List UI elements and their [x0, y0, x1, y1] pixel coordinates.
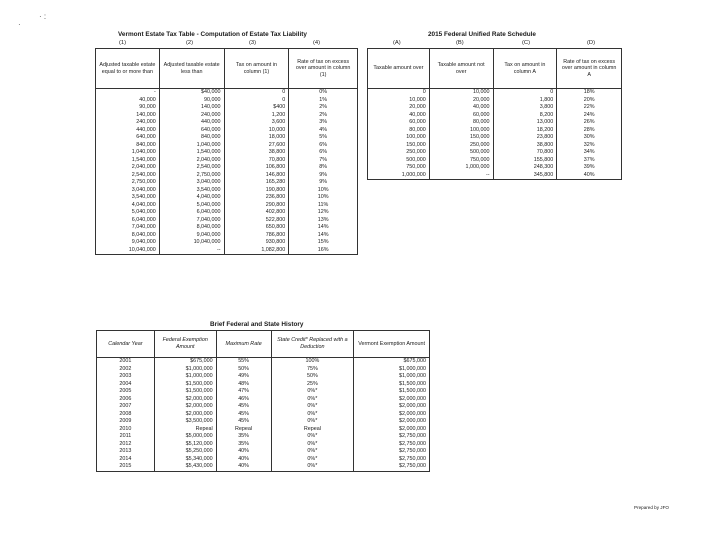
vt-table-cell: 140,000 — [159, 104, 224, 112]
vt-table-cell: 9,040,000 — [159, 232, 224, 240]
fed-table-cell: 250,000 — [429, 142, 493, 150]
history-table-cell: Repeal — [154, 426, 216, 434]
fed-table-row — [368, 104, 622, 112]
history-table-cell: $2,750,000 — [354, 463, 430, 471]
vt-table-cell: 8% — [289, 164, 358, 172]
history-table-body — [97, 358, 430, 472]
history-header-federal-exemption: Federal Exemption Amount — [154, 331, 216, 358]
vt-table-cell: 3,040,000 — [96, 187, 160, 195]
vt-table-cell: 1,200 — [224, 112, 289, 120]
history-table-cell: 75% — [271, 366, 354, 374]
fed-colnum-d: (D) — [587, 40, 596, 46]
history-header-year: Calendar Year — [97, 331, 155, 358]
history-table-cell: $2,000,000 — [154, 396, 216, 404]
history-table-cell: $3,500,000 — [154, 418, 216, 426]
vt-table-row — [96, 239, 358, 247]
history-table-cell: Repeal — [271, 426, 354, 434]
fed-table-cell: 24% — [557, 112, 622, 120]
fed-table-row — [368, 134, 622, 142]
history-table-row — [97, 456, 430, 464]
vt-table-row — [96, 134, 358, 142]
vt-colnum-2: (2) — [186, 40, 194, 46]
fed-table-cell: 0 — [368, 89, 430, 97]
vt-table-cell: 2,750,000 — [159, 172, 224, 180]
history-table-cell: 2011 — [97, 433, 155, 441]
history-table-cell: $1,500,000 — [154, 388, 216, 396]
history-table-cell: 2008 — [97, 411, 155, 419]
history-table-cell: $2,750,000 — [354, 441, 430, 449]
scan-speck-dots: · : — [39, 12, 47, 21]
fed-table-cell: 22% — [557, 104, 622, 112]
fed-table-cell: 0 — [493, 89, 557, 97]
vt-table-cell: 12% — [289, 209, 358, 217]
vt-table-cell: 27,600 — [224, 142, 289, 150]
vt-table-cell: 240,000 — [96, 119, 160, 127]
history-table-title: Brief Federal and State History — [210, 321, 304, 328]
vt-table-row — [96, 217, 358, 225]
history-table-row — [97, 441, 430, 449]
vt-table-cell: 650,800 — [224, 224, 289, 232]
vt-table-cell: 106,800 — [224, 164, 289, 172]
vt-table-cell: 2% — [289, 104, 358, 112]
vt-table-cell: 1,040,000 — [96, 149, 160, 157]
fed-table-cell: 20,000 — [368, 104, 430, 112]
history-table-cell: 55% — [216, 358, 271, 366]
history-table-cell: $2,750,000 — [354, 448, 430, 456]
history-table-cell: 0%* — [271, 433, 354, 441]
history-table-row — [97, 381, 430, 389]
scan-speck-mark: · — [18, 20, 21, 29]
federal-state-history-table — [96, 330, 430, 472]
vt-table-cell: 9,040,000 — [96, 239, 160, 247]
fed-table-cell: 37% — [557, 157, 622, 165]
vt-table-cell: 0% — [289, 89, 358, 97]
history-table-cell: 2010 — [97, 426, 155, 434]
fed-table-cell: 40% — [557, 172, 622, 180]
vt-table-cell: 2,040,000 — [96, 164, 160, 172]
fed-table-cell: 34% — [557, 149, 622, 157]
history-table-cell: $1,500,000 — [154, 381, 216, 389]
history-table-cell: $2,000,000 — [354, 426, 430, 434]
vt-header-col2: Adjusted taxable estate less than — [159, 49, 224, 89]
vt-table-cell: 3,540,000 — [159, 187, 224, 195]
history-table-cell: 45% — [216, 418, 271, 426]
fed-table-row — [368, 157, 622, 165]
fed-colnum-a: (A) — [393, 40, 401, 46]
vt-table-cell: 0 — [224, 89, 289, 97]
vt-header-col4: Rate of tax on excess over amount in column (1) — [289, 49, 358, 89]
vt-table-row — [96, 112, 358, 120]
vt-colnum-4: (4) — [313, 40, 321, 46]
vt-table-cell: 13% — [289, 217, 358, 225]
fed-table-cell: 80,000 — [368, 127, 430, 135]
fed-table-cell: 40,000 — [368, 112, 430, 120]
history-table-cell: 0%* — [271, 388, 354, 396]
fed-table-cell: 60,000 — [368, 119, 430, 127]
history-table-cell: 2004 — [97, 381, 155, 389]
vt-table-cell: 0 — [224, 97, 289, 105]
fed-table-cell: 70,800 — [493, 149, 557, 157]
vt-table-cell: 9% — [289, 179, 358, 187]
vt-table-cell: 402,800 — [224, 209, 289, 217]
vt-table-cell: 640,000 — [159, 127, 224, 135]
history-table-cell: 35% — [216, 441, 271, 449]
fed-table-cell: 155,800 — [493, 157, 557, 165]
vt-table-cell: 4,040,000 — [96, 202, 160, 210]
fed-table-cell: 750,000 — [368, 164, 430, 172]
vt-table-cell: 2,540,000 — [96, 172, 160, 180]
history-table-cell: 2006 — [97, 396, 155, 404]
vt-table-cell: 7,040,000 — [159, 217, 224, 225]
vt-table-cell: 5% — [289, 134, 358, 142]
history-table-cell: $2,000,000 — [354, 411, 430, 419]
history-table-row — [97, 366, 430, 374]
fed-table-cell: 23,800 — [493, 134, 557, 142]
vt-table-cell: 5,040,000 — [159, 202, 224, 210]
fed-table-row — [368, 89, 622, 97]
history-table-cell: 48% — [216, 381, 271, 389]
history-table-cell: $1,500,000 — [354, 388, 430, 396]
history-table-row — [97, 396, 430, 404]
history-table-cell: 49% — [216, 373, 271, 381]
history-table-row — [97, 426, 430, 434]
vt-table-cell: 3,600 — [224, 119, 289, 127]
fed-header-col-a: Taxable amount over — [368, 49, 430, 89]
vt-table-cell: 290,800 — [224, 202, 289, 210]
fed-table-row — [368, 172, 622, 180]
fed-table-cell: 28% — [557, 127, 622, 135]
fed-table-cell: 500,000 — [429, 149, 493, 157]
vt-table-row — [96, 149, 358, 157]
history-table-cell: 45% — [216, 411, 271, 419]
vt-table-cell: $40,000 — [159, 89, 224, 97]
history-table-row — [97, 358, 430, 366]
vt-table-row — [96, 179, 358, 187]
history-header-max-rate: Maximum Rate — [216, 331, 271, 358]
vt-table-cell: 6,040,000 — [96, 217, 160, 225]
fed-table-cell: 30% — [557, 134, 622, 142]
history-table-row — [97, 373, 430, 381]
federal-rate-schedule-table — [367, 48, 622, 180]
vt-table-cell: 930,800 — [224, 239, 289, 247]
vt-table-cell: 11% — [289, 202, 358, 210]
history-table-cell: $2,000,000 — [354, 418, 430, 426]
vt-table-cell: 14% — [289, 224, 358, 232]
vt-table-body — [96, 89, 358, 255]
fed-table-cell: 345,800 — [493, 172, 557, 180]
vt-table-row — [96, 202, 358, 210]
history-table-cell: 0%* — [271, 463, 354, 471]
history-table-cell: 45% — [216, 403, 271, 411]
history-table-cell: $675,000 — [154, 358, 216, 366]
vt-table-cell: 3% — [289, 119, 358, 127]
history-table-cell: 2003 — [97, 373, 155, 381]
vt-table-cell: 3,540,000 — [96, 194, 160, 202]
fed-table-cell: 10,000 — [429, 89, 493, 97]
history-table-cell: $2,000,000 — [354, 396, 430, 404]
vt-table-row — [96, 157, 358, 165]
vt-table-row — [96, 119, 358, 127]
history-table-cell: 35% — [216, 433, 271, 441]
fed-table-body — [368, 89, 622, 180]
vt-table-cell: 14% — [289, 232, 358, 240]
history-table-cell: $2,000,000 — [154, 403, 216, 411]
vt-table-cell: 6% — [289, 149, 358, 157]
history-table-cell: 2005 — [97, 388, 155, 396]
fed-table-cell: 750,000 — [429, 157, 493, 165]
history-table-cell: 40% — [216, 448, 271, 456]
history-table-cell: $5,340,000 — [154, 456, 216, 464]
vt-table-cell: 165,280 — [224, 179, 289, 187]
history-table-cell: 2009 — [97, 418, 155, 426]
vt-header-col3: Tax on amount in column (1) — [224, 49, 289, 89]
fed-table-cell: 13,000 — [493, 119, 557, 127]
fed-colnum-b: (B) — [456, 40, 464, 46]
vt-table-cell: 7% — [289, 157, 358, 165]
vt-table-cell: 1,540,000 — [96, 157, 160, 165]
history-table-cell: $1,000,000 — [154, 373, 216, 381]
history-table-cell: 2013 — [97, 448, 155, 456]
history-table-row — [97, 403, 430, 411]
vt-table-cell: 2,040,000 — [159, 157, 224, 165]
history-table-cell: 40% — [216, 463, 271, 471]
history-table-cell: $5,000,000 — [154, 433, 216, 441]
vt-table-row — [96, 247, 358, 255]
history-table-cell: 0%* — [271, 403, 354, 411]
history-table-cell: 50% — [216, 366, 271, 374]
fed-table-cell: 20% — [557, 97, 622, 105]
history-table-cell: 40% — [216, 456, 271, 464]
vt-table-cell: -- — [159, 247, 224, 255]
history-table-cell: $675,000 — [354, 358, 430, 366]
history-table-cell: 100% — [271, 358, 354, 366]
vt-table-cell: 10% — [289, 194, 358, 202]
vt-table-cell: 140,000 — [96, 112, 160, 120]
history-table-cell: 46% — [216, 396, 271, 404]
history-table-cell: 2014 — [97, 456, 155, 464]
history-header-vermont-exemption: Vermont Exemption Amount — [354, 331, 430, 358]
fed-table-cell: 10,000 — [368, 97, 430, 105]
history-table-cell: $5,120,000 — [154, 441, 216, 449]
history-table-cell: $2,750,000 — [354, 456, 430, 464]
vt-table-row — [96, 194, 358, 202]
fed-table-cell: 100,000 — [368, 134, 430, 142]
vt-table-cell: 1,540,000 — [159, 149, 224, 157]
vt-table-cell: 840,000 — [159, 134, 224, 142]
fed-table-cell: 8,200 — [493, 112, 557, 120]
fed-table-cell: 40,000 — [429, 104, 493, 112]
history-table-cell: $1,500,000 — [354, 381, 430, 389]
history-table-cell: 0%* — [271, 456, 354, 464]
fed-table-cell: 80,000 — [429, 119, 493, 127]
history-table-row — [97, 388, 430, 396]
vt-table-cell: - — [96, 89, 160, 97]
vt-table-cell: 90,000 — [159, 97, 224, 105]
history-table-cell: $1,000,000 — [354, 373, 430, 381]
fed-table-cell: 1,800 — [493, 97, 557, 105]
fed-table-cell: 248,300 — [493, 164, 557, 172]
fed-table-cell: 500,000 — [368, 157, 430, 165]
fed-table-cell: 60,000 — [429, 112, 493, 120]
history-table-cell: 0%* — [271, 448, 354, 456]
history-header-state-credit: State Credit* Replaced with a Deduction — [271, 331, 354, 358]
vt-table-cell: 40,000 — [96, 97, 160, 105]
fed-table-cell: 18,200 — [493, 127, 557, 135]
history-table-row — [97, 448, 430, 456]
vt-table-cell: 70,800 — [224, 157, 289, 165]
vt-table-cell: 16% — [289, 247, 358, 255]
vt-header-col1: Adjusted taxable estate equal to or more than — [96, 49, 160, 89]
vermont-table-title: Vermont Estate Tax Table - Computation of Estate Tax Liability — [118, 31, 307, 38]
history-table-cell: 0%* — [271, 411, 354, 419]
vt-table-cell: 4,040,000 — [159, 194, 224, 202]
history-table-cell: 0%* — [271, 396, 354, 404]
vt-table-cell: 190,800 — [224, 187, 289, 195]
fed-table-cell: 3,800 — [493, 104, 557, 112]
vt-table-cell: 1% — [289, 97, 358, 105]
vt-table-cell: 7,040,000 — [96, 224, 160, 232]
vt-table-cell: 440,000 — [96, 127, 160, 135]
history-table-cell: 2001 — [97, 358, 155, 366]
history-table-cell: 47% — [216, 388, 271, 396]
fed-header-col-c: Tax on amount in column A — [493, 49, 557, 89]
history-table-row — [97, 433, 430, 441]
vt-table-row — [96, 187, 358, 195]
history-table-cell: 2002 — [97, 366, 155, 374]
fed-table-cell: 1,000,000 — [429, 164, 493, 172]
vt-table-cell: 440,000 — [159, 119, 224, 127]
vt-table-row — [96, 104, 358, 112]
vt-table-cell: 10% — [289, 187, 358, 195]
vt-table-row — [96, 164, 358, 172]
fed-table-cell: 150,000 — [368, 142, 430, 150]
fed-table-row — [368, 119, 622, 127]
vt-table-cell: 5,040,000 — [96, 209, 160, 217]
fed-table-row — [368, 142, 622, 150]
history-table-row — [97, 411, 430, 419]
vt-table-cell: 18,000 — [224, 134, 289, 142]
vt-table-cell: 1,082,800 — [224, 247, 289, 255]
history-table-cell: $5,430,000 — [154, 463, 216, 471]
vt-table-cell: 2,540,000 — [159, 164, 224, 172]
fed-header-col-b: Taxable amount not over — [429, 49, 493, 89]
vt-table-cell: 522,800 — [224, 217, 289, 225]
vt-table-cell: 3,040,000 — [159, 179, 224, 187]
history-table-cell: $2,750,000 — [354, 433, 430, 441]
vt-table-row — [96, 232, 358, 240]
history-table-cell: $5,250,000 — [154, 448, 216, 456]
vt-table-cell: 840,000 — [96, 142, 160, 150]
vt-table-row — [96, 224, 358, 232]
vt-table-cell: 786,800 — [224, 232, 289, 240]
vt-table-cell: 146,800 — [224, 172, 289, 180]
history-table-cell: $1,000,000 — [354, 366, 430, 374]
history-table-cell: 0%* — [271, 441, 354, 449]
vt-table-cell: 10,040,000 — [159, 239, 224, 247]
history-table-row — [97, 418, 430, 426]
vt-table-row — [96, 209, 358, 217]
fed-table-cell: 18% — [557, 89, 622, 97]
history-table-cell: 2007 — [97, 403, 155, 411]
history-table-cell: $1,000,000 — [154, 366, 216, 374]
vt-table-cell: 240,000 — [159, 112, 224, 120]
fed-table-cell: 39% — [557, 164, 622, 172]
fed-table-row — [368, 164, 622, 172]
history-table-cell: 2012 — [97, 441, 155, 449]
prepared-by-note: Prepared by JFO — [634, 505, 669, 510]
history-table-cell: 25% — [271, 381, 354, 389]
history-table-row — [97, 463, 430, 471]
fed-table-cell: 250,000 — [368, 149, 430, 157]
fed-table-cell: 32% — [557, 142, 622, 150]
fed-table-cell: 38,800 — [493, 142, 557, 150]
fed-header-col-d: Rate of tax on excess over amount in column A — [557, 49, 622, 89]
federal-table-title: 2015 Federal Unified Rate Schedule — [428, 31, 536, 38]
history-table-cell: $2,000,000 — [154, 411, 216, 419]
vt-colnum-3: (3) — [249, 40, 257, 46]
fed-table-cell: 20,000 — [429, 97, 493, 105]
fed-colnum-c: (C) — [522, 40, 531, 46]
history-table-cell: Repeal — [216, 426, 271, 434]
fed-table-row — [368, 97, 622, 105]
vt-table-cell: 8,040,000 — [159, 224, 224, 232]
vt-table-cell: 2% — [289, 112, 358, 120]
history-table-cell: 0%* — [271, 418, 354, 426]
vt-table-cell: 10,040,000 — [96, 247, 160, 255]
vt-table-cell: 15% — [289, 239, 358, 247]
fed-table-cell: 150,000 — [429, 134, 493, 142]
vt-table-cell: 10,000 — [224, 127, 289, 135]
vt-table-cell: 640,000 — [96, 134, 160, 142]
vt-table-cell: 38,800 — [224, 149, 289, 157]
vermont-estate-tax-table — [95, 48, 358, 255]
vt-table-cell: 9% — [289, 172, 358, 180]
vt-table-cell: 1,040,000 — [159, 142, 224, 150]
vt-table-cell: 6,040,000 — [159, 209, 224, 217]
vt-table-cell: $400 — [224, 104, 289, 112]
vt-table-row — [96, 142, 358, 150]
vt-table-cell: 236,800 — [224, 194, 289, 202]
vt-table-row — [96, 127, 358, 135]
vt-table-row — [96, 172, 358, 180]
fed-table-cell: 100,000 — [429, 127, 493, 135]
fed-table-cell: 26% — [557, 119, 622, 127]
fed-table-row — [368, 127, 622, 135]
vt-table-row — [96, 97, 358, 105]
vt-table-cell: 2,750,000 — [96, 179, 160, 187]
vt-colnum-1: (1) — [119, 40, 127, 46]
fed-table-cell: -- — [429, 172, 493, 180]
vt-table-cell: 4% — [289, 127, 358, 135]
vt-table-cell: 8,040,000 — [96, 232, 160, 240]
fed-table-row — [368, 112, 622, 120]
history-table-cell: 2015 — [97, 463, 155, 471]
vt-table-row — [96, 89, 358, 97]
history-table-cell: 50% — [271, 373, 354, 381]
history-table-cell: $2,000,000 — [354, 403, 430, 411]
fed-table-cell: 1,000,000 — [368, 172, 430, 180]
fed-table-row — [368, 149, 622, 157]
vt-table-cell: 6% — [289, 142, 358, 150]
vt-table-cell: 90,000 — [96, 104, 160, 112]
